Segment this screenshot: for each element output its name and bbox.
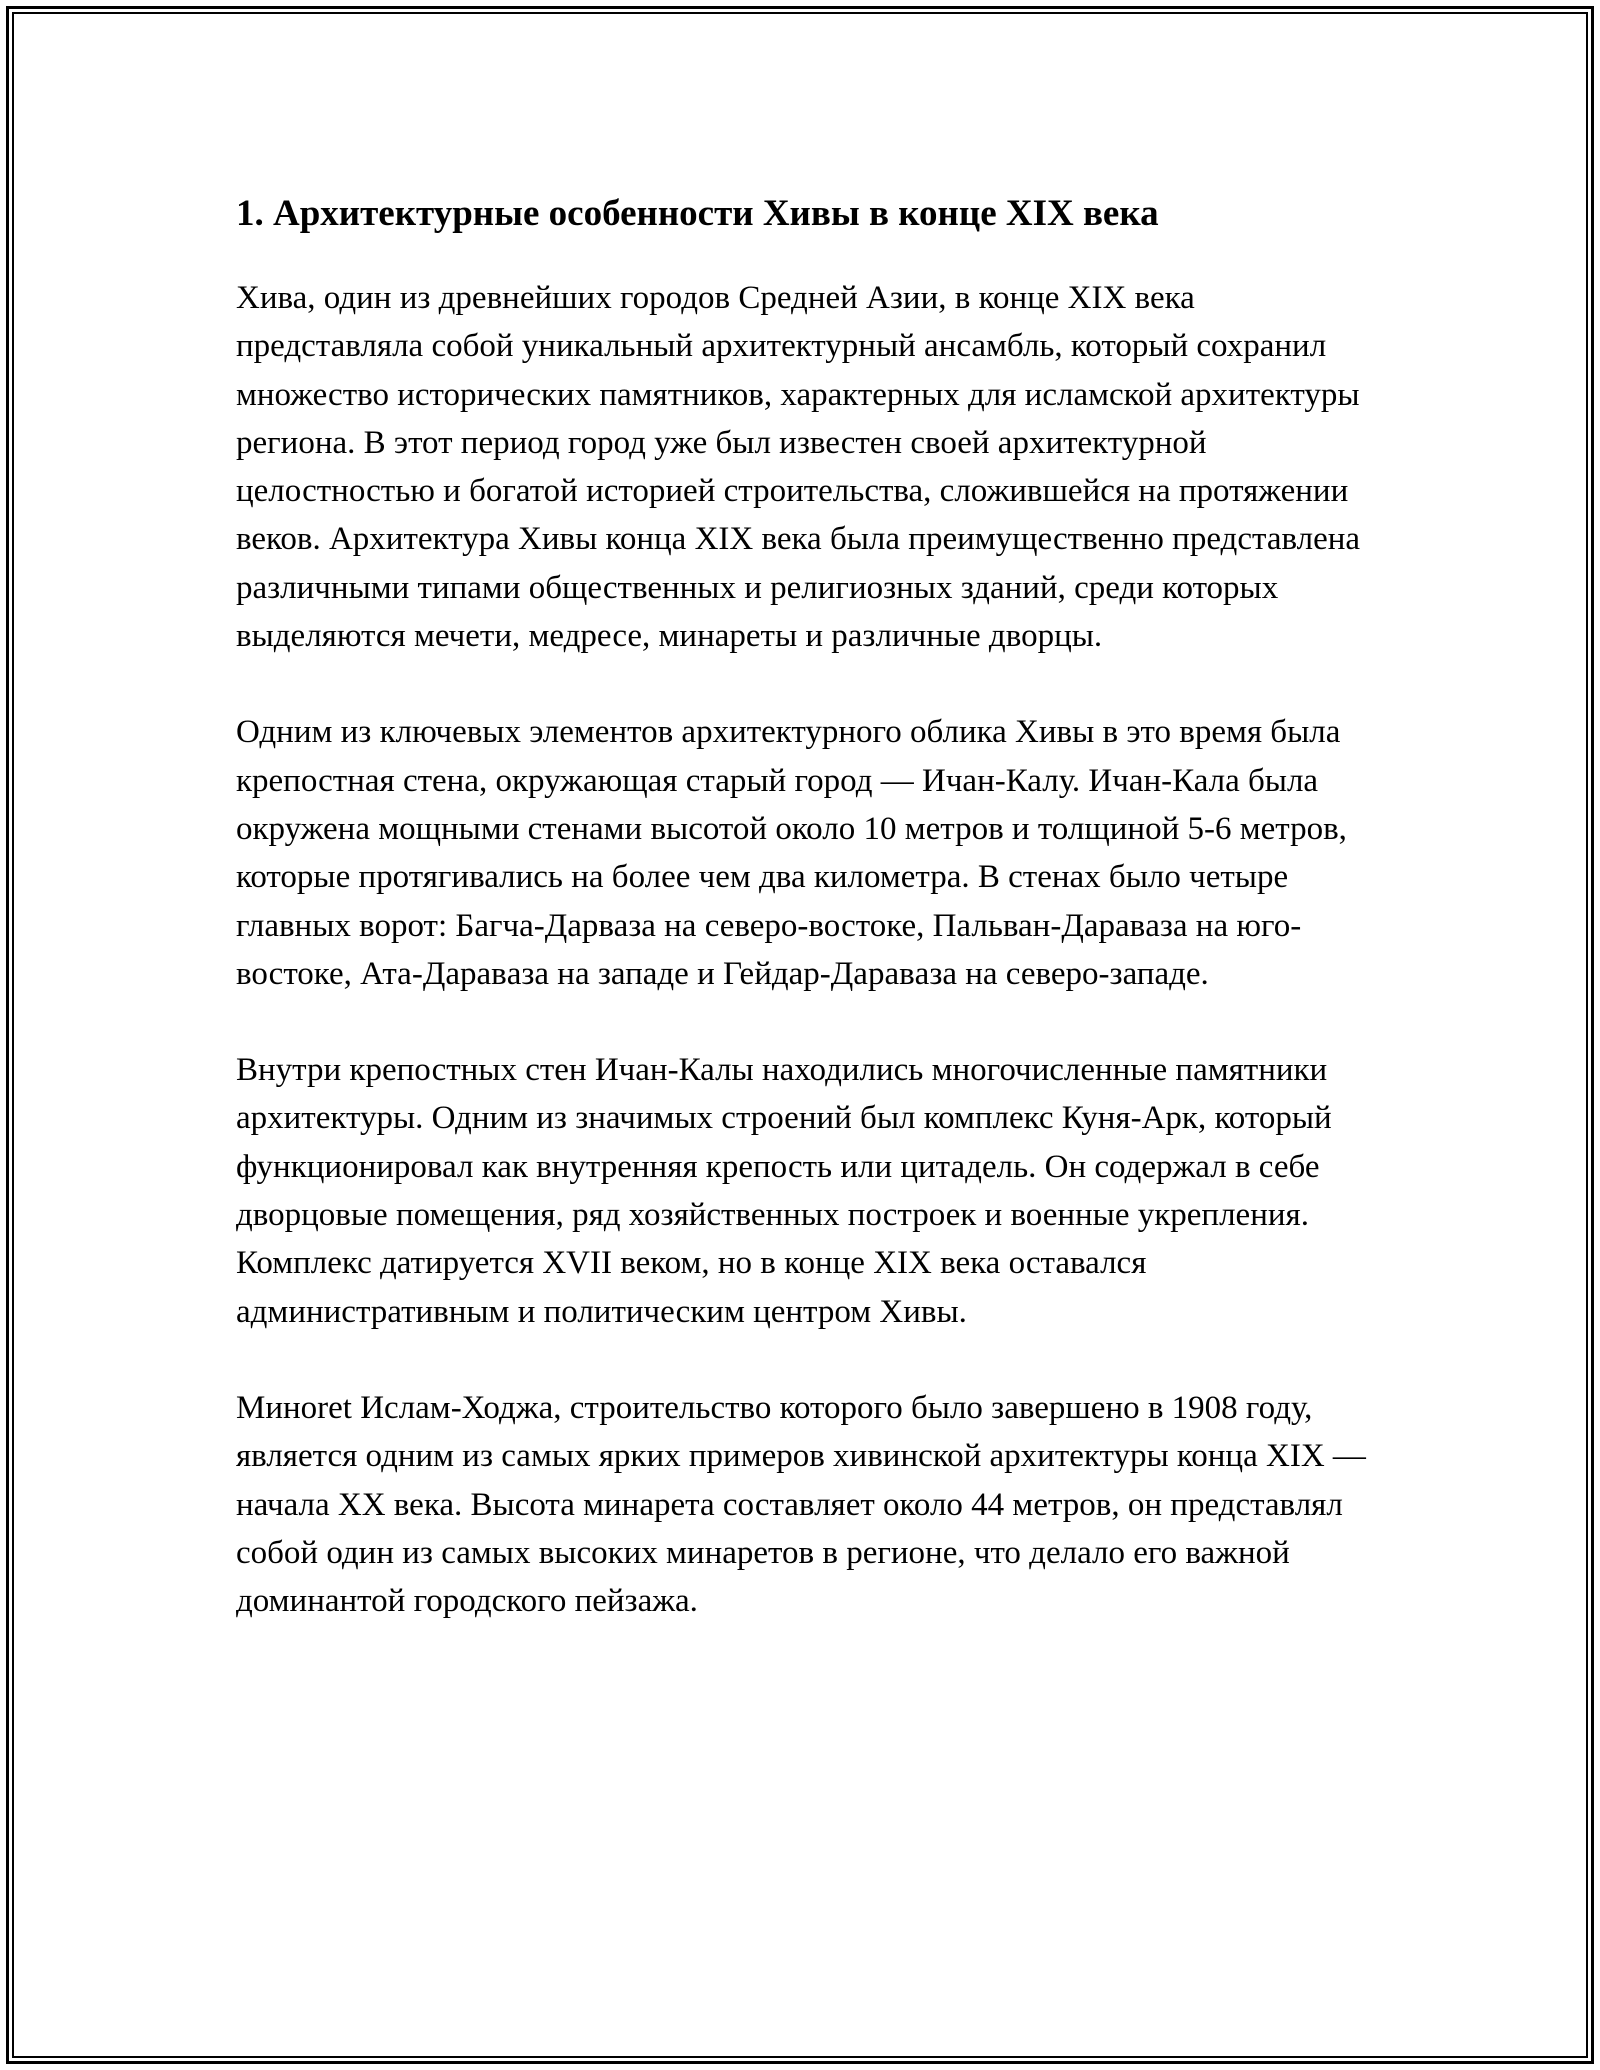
section-heading: 1. Архитектурные особенности Хивы в конце XIX века bbox=[236, 193, 1159, 234]
paragraph-1: Хива, один из древнейших городов Средней Азии, в конце XIX века представляла собой уникальный архитектурный ансамбль, который сохранил множество исторических памятников, характерных для исламской архитектуры региона. В этот период город уже был известен своей архитектурной целостностью и богатой историей строительства, сложившейся на протяжении веков. Архитектура Хивы конца XIX века была преимущественно представлена различными типами общественных и религиозных зданий, среди которых выделяются мечети, медресе, минареты и различные дворцы. bbox=[236, 280, 1361, 655]
paragraph-4: Миноret Ислам-Ходжа, строительство которого было завершено в 1908 году, является одним из самых ярких примеров хивинской архитектуры конца XIX — начала XX века. Высота минарета составляет около 44 метров, он представлял собой один из самых высоких минаретов в регионе, что делало его важной доминантой городского пейзажа. bbox=[236, 1389, 1366, 1620]
paragraph-2: Одним из ключевых элементов архитектурного облика Хивы в это время была крепостная стена, окружающая старый город — Ичан-Калу. Ичан-Кала была окружена мощными стенами высотой около 10 метров и толщиной 5-6 метров, которые протягивались на более чем два километра. В стенах было четыре главных ворот: Багча-Дарваза на северо-востоке, Пальван-Даравaза на юго-востоке, Ата-Даравaза на западе и Гейдар-Даравaза на северо-западе. bbox=[236, 714, 1347, 992]
document-body bbox=[236, 186, 1376, 1673]
paragraph-3: Внутри крепостных стен Ичан-Калы находились многочисленные памятники архитектуры. Одним из значимых строений был комплекс Куня-Арк, который функционировал как внутренняя крепость или цитадель. Он содержал в себе дворцовые помещения, ряд хозяйственных построек и военные укрепления. Комплекс датируется XVII веком, но в конце XIX века оставался административным и политическим центром Хивы. bbox=[236, 1052, 1332, 1330]
